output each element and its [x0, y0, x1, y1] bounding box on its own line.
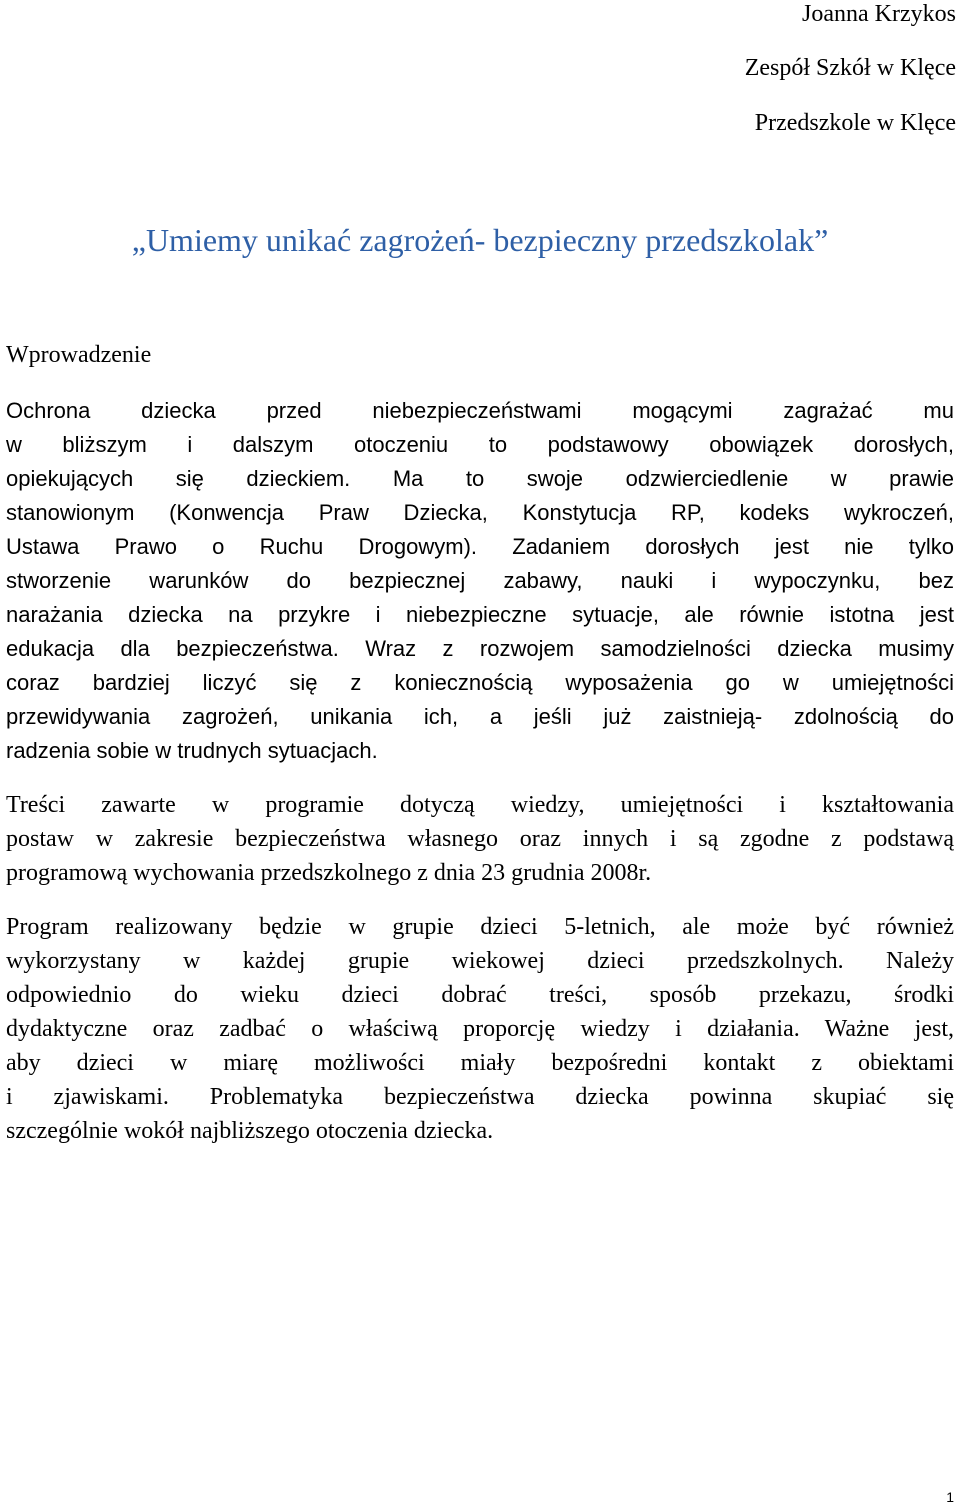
text-line: postaw w zakresie bezpieczeństwa własnego oraz innych i są zgodne z podstawą: [6, 826, 954, 852]
text-line: programową wychowania przedszkolnego z dnia 23 grudnia 2008r.: [6, 860, 652, 886]
school-name: Zespół Szkół w Klęce: [744, 55, 956, 81]
text-line: aby dzieci w miarę możliwości miały bezpośredni kontakt z obiektami: [6, 1050, 954, 1076]
text-line: przewidywania zagrożeń, unikania ich, a jeśli już zaistnieją- zdolnością do: [6, 704, 954, 729]
page-number: 1: [946, 1489, 954, 1505]
text-line: wykorzystany w każdej grupie wiekowej dzieci przedszkolnych. Należy: [6, 948, 954, 974]
text-line: opiekujących się dzieckiem. Ma to swoje odzwierciedlenie w prawie: [6, 466, 954, 491]
text-line: stanowionym (Konwencja Praw Dziecka, Konstytucja RP, kodeks wykroczeń,: [6, 500, 954, 525]
author-name: Joanna Krzykos: [802, 1, 956, 27]
text-line: Ustawa Prawo o Ruchu Drogowym). Zadaniem dorosłych jest nie tylko: [6, 534, 954, 559]
document-title: „Umiemy unikać zagrożeń- bezpieczny przedszkolak”: [131, 222, 829, 258]
text-line: dydaktyczne oraz zadbać o właściwą proporcję wiedzy i działania. Ważne jest,: [6, 1016, 954, 1042]
text-line: coraz bardziej liczyć się z koniecznością wyposażenia go w umiejętności: [6, 670, 954, 695]
text-line: narażania dziecka na przykre i niebezpieczne sytuacje, ale równie istotna jest: [6, 602, 954, 627]
text-line: Program realizowany będzie w grupie dzieci 5-letnich, ale może być również: [6, 914, 954, 940]
text-line: edukacja dla bezpieczeństwa. Wraz z rozwojem samodzielności dziecka musimy: [6, 636, 954, 661]
paragraph-introduction: [6, 394, 954, 768]
text-line: Ochrona dziecka przed niebezpieczeństwami mogącymi zagrażać mu: [6, 398, 954, 423]
preschool-name: Przedszkole w Klęce: [754, 110, 956, 136]
paragraph-program-realization: [6, 910, 954, 1148]
text-line: szczególnie wokół najbliższego otoczenia dziecka.: [6, 1118, 494, 1144]
text-line: Treści zawarte w programie dotyczą wiedzy, umiejętności i kształtowania: [6, 792, 954, 818]
text-line: odpowiednio do wieku dzieci dobrać treści, sposób przekazu, środki: [6, 982, 954, 1008]
section-heading: Wprowadzenie: [6, 342, 152, 368]
text-line: stworzenie warunków do bezpiecznej zabawy, nauki i wypoczynku, bez: [6, 568, 954, 593]
text-line: w bliższym i dalszym otoczeniu to podstawowy obowiązek dorosłych,: [6, 432, 954, 457]
text-line: i zjawiskami. Problematyka bezpieczeństwa dziecka powinna skupiać się: [6, 1084, 954, 1110]
text-line: radzenia sobie w trudnych sytuacjach.: [6, 738, 378, 763]
paragraph-program-content: [6, 788, 954, 890]
